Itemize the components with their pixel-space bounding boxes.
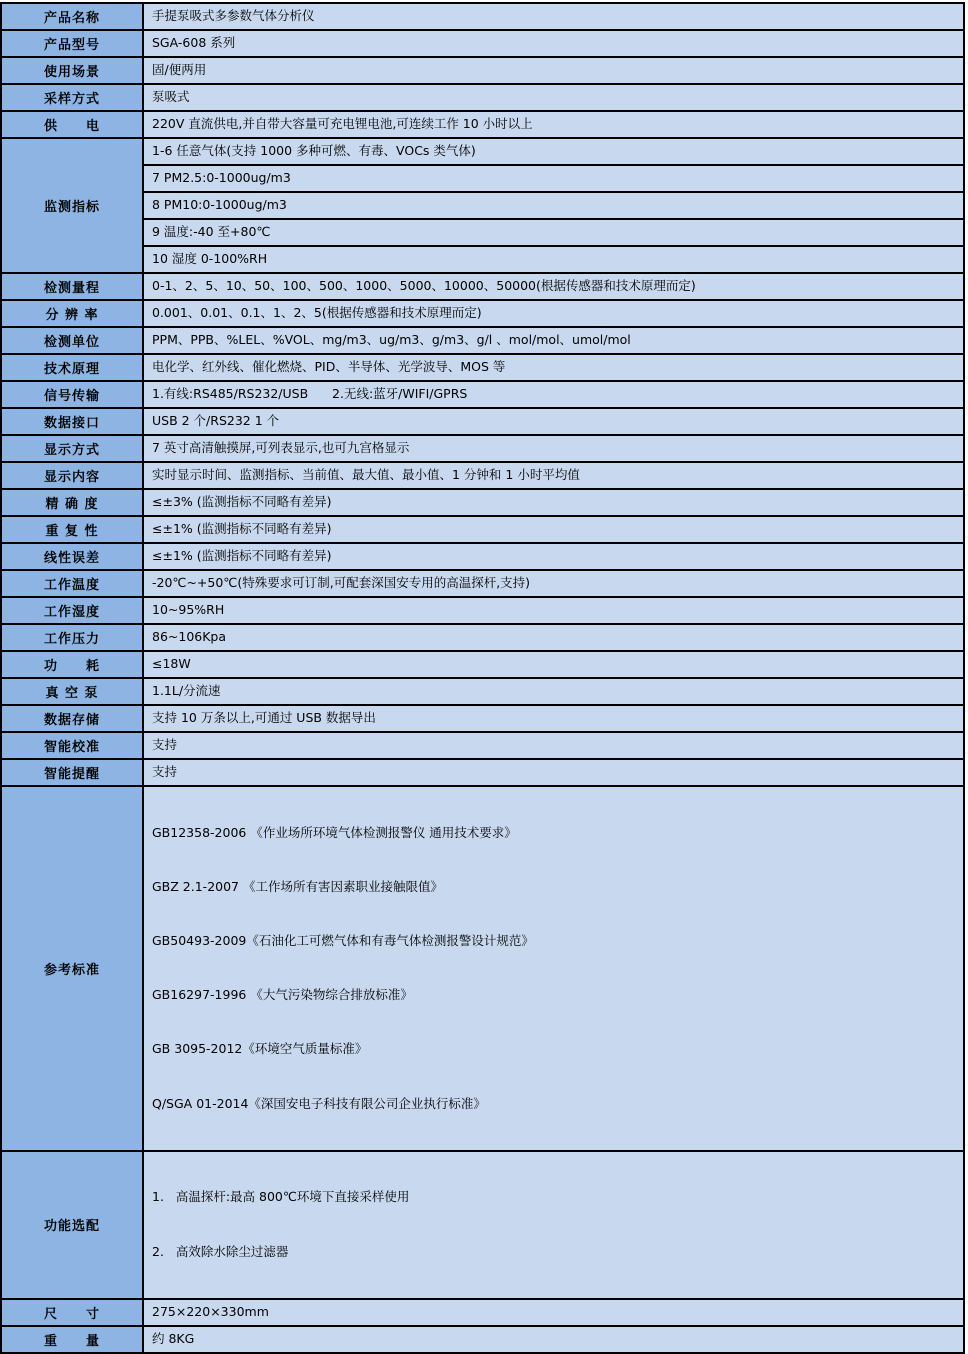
row-data-interface xyxy=(1,408,964,435)
row-label: 重 复 性 xyxy=(1,516,143,543)
row-label: 检测量程 xyxy=(1,273,143,300)
row-monitoring-indicators xyxy=(1,138,964,165)
standard-line: GB16297-1996 《大气污染物综合排放标准》 xyxy=(152,987,413,1003)
row-label: 显示内容 xyxy=(1,462,143,489)
row-label: 分 辨 率 xyxy=(1,300,143,327)
row-value: 约 8KG xyxy=(143,1326,964,1353)
standard-line: GB12358-2006 《作业场所环境气体检测报警仪 通用技术要求》 xyxy=(152,824,517,840)
standard-line: GBZ 2.1-2007 《工作场所有害因素职业接触限值》 xyxy=(152,878,443,894)
row-value: 0.001、0.01、0.1、1、2、5(根据传感器和技术原理而定) xyxy=(143,300,964,327)
option-line: 2. 高效除水除尘过滤器 xyxy=(152,1243,289,1259)
row-power-supply xyxy=(1,111,964,138)
row-monitoring-indicators xyxy=(1,246,964,273)
standard-line: Q/SGA 01-2014《深国安电子科技有限公司企业执行标准》 xyxy=(152,1095,486,1111)
row-resolution xyxy=(1,300,964,327)
row-smart-reminder xyxy=(1,759,964,786)
monitoring-sub-row: 7 PM2.5:0-1000ug/m3 xyxy=(143,165,964,192)
row-weight xyxy=(1,1326,964,1353)
row-label: 参考标准 xyxy=(1,786,143,1151)
row-label: 采样方式 xyxy=(1,84,143,111)
row-signal-transmission xyxy=(1,381,964,408)
row-label: 信号传输 xyxy=(1,381,143,408)
row-display-mode xyxy=(1,435,964,462)
row-label: 工作温度 xyxy=(1,570,143,597)
row-value: SGA-608 系列 xyxy=(143,30,964,57)
row-value: 86~106Kpa xyxy=(143,624,964,651)
monitoring-sub-row: 8 PM10:0-1000ug/m3 xyxy=(143,192,964,219)
row-label: 工作压力 xyxy=(1,624,143,651)
row-label: 功 耗 xyxy=(1,651,143,678)
row-label: 供 电 xyxy=(1,111,143,138)
row-vacuum-pump xyxy=(1,678,964,705)
row-sampling-method xyxy=(1,84,964,111)
row-repeatability xyxy=(1,516,964,543)
row-value: ≤±1% (监测指标不同略有差异) xyxy=(143,543,964,570)
row-label: 精 确 度 xyxy=(1,489,143,516)
row-label: 数据接口 xyxy=(1,408,143,435)
row-label: 尺 寸 xyxy=(1,1299,143,1326)
row-optional-features xyxy=(1,1151,964,1299)
row-value xyxy=(143,1151,964,1299)
row-label: 重 量 xyxy=(1,1326,143,1353)
row-value: ≤±3% (监测指标不同略有差异) xyxy=(143,489,964,516)
row-label: 显示方式 xyxy=(1,435,143,462)
standard-line: GB50493-2009《石油化工可燃气体和有毒气体检测报警设计规范》 xyxy=(152,933,534,949)
product-spec-page xyxy=(0,2,968,1349)
row-working-temperature xyxy=(1,570,964,597)
row-display-content xyxy=(1,462,964,489)
spec-table xyxy=(0,2,965,1354)
row-technical-principle xyxy=(1,354,964,381)
row-smart-calibration xyxy=(1,732,964,759)
row-working-pressure xyxy=(1,624,964,651)
row-value: 固/便两用 xyxy=(143,57,964,84)
row-label: 数据存储 xyxy=(1,705,143,732)
row-value: PPM、PPB、%LEL、%VOL、mg/m3、ug/m3、g/m3、g/l 、mol/mol、umol/mol xyxy=(143,327,964,354)
row-detection-unit xyxy=(1,327,964,354)
row-value: 支持 xyxy=(143,759,964,786)
row-label: 检测单位 xyxy=(1,327,143,354)
row-value: USB 2 个/RS232 1 个 xyxy=(143,408,964,435)
row-label: 功能选配 xyxy=(1,1151,143,1299)
row-working-humidity xyxy=(1,597,964,624)
row-label: 产品名称 xyxy=(1,3,143,30)
row-product-model xyxy=(1,30,964,57)
monitoring-sub-row: 9 温度:-40 至+80℃ xyxy=(143,219,964,246)
row-label: 智能校准 xyxy=(1,732,143,759)
row-label: 真 空 泵 xyxy=(1,678,143,705)
row-value: 0-1、2、5、10、50、100、500、1000、5000、10000、50000(根据传感器和技术原理而定) xyxy=(143,273,964,300)
row-value: ≤±1% (监测指标不同略有差异) xyxy=(143,516,964,543)
standard-line: GB 3095-2012《环境空气质量标准》 xyxy=(152,1041,368,1057)
row-usage-scenario xyxy=(1,57,964,84)
row-linearity-error xyxy=(1,543,964,570)
row-value: ≤18W xyxy=(143,651,964,678)
row-value: 手提泵吸式多参数气体分析仪 xyxy=(143,3,964,30)
row-monitoring-indicators xyxy=(1,192,964,219)
row-value: 支持 10 万条以上,可通过 USB 数据导出 xyxy=(143,705,964,732)
row-power-consumption xyxy=(1,651,964,678)
row-value: 7 英寸高清触摸屏,可列表显示,也可九宫格显示 xyxy=(143,435,964,462)
monitoring-sub-row: 1-6 任意气体(支持 1000 多种可燃、有毒、VOCs 类气体) xyxy=(143,138,964,165)
row-monitoring-indicators xyxy=(1,219,964,246)
row-value: 实时显示时间、监测指标、当前值、最大值、最小值、1 分钟和 1 小时平均值 xyxy=(143,462,964,489)
row-value: 支持 xyxy=(143,732,964,759)
row-reference-standards xyxy=(1,786,964,1151)
row-label: 智能提醒 xyxy=(1,759,143,786)
row-value xyxy=(143,786,964,1151)
row-label: 监测指标 xyxy=(1,138,143,273)
row-value: 1.有线:RS485/RS232/USB 2.无线:蓝牙/WIFI/GPRS xyxy=(143,381,964,408)
row-label: 使用场景 xyxy=(1,57,143,84)
monitoring-sub-row: 10 湿度 0-100%RH xyxy=(143,246,964,273)
row-detection-range xyxy=(1,273,964,300)
row-value: -20℃~+50℃(特殊要求可订制,可配套深国安专用的高温探杆,支持) xyxy=(143,570,964,597)
row-label: 技术原理 xyxy=(1,354,143,381)
row-data-storage xyxy=(1,705,964,732)
option-line: 1. 高温探杆:最高 800℃环境下直接采样使用 xyxy=(152,1189,410,1205)
row-product-name xyxy=(1,3,964,30)
row-accuracy xyxy=(1,489,964,516)
row-label: 线性误差 xyxy=(1,543,143,570)
row-label: 产品型号 xyxy=(1,30,143,57)
row-value: 1.1L/分流速 xyxy=(143,678,964,705)
row-value: 电化学、红外线、催化燃烧、PID、半导体、光学波导、MOS 等 xyxy=(143,354,964,381)
row-dimensions xyxy=(1,1299,964,1326)
row-value: 220V 直流供电,并自带大容量可充电锂电池,可连续工作 10 小时以上 xyxy=(143,111,964,138)
row-value: 10~95%RH xyxy=(143,597,964,624)
row-label: 工作湿度 xyxy=(1,597,143,624)
row-monitoring-indicators xyxy=(1,165,964,192)
row-value: 泵吸式 xyxy=(143,84,964,111)
row-value: 275×220×330mm xyxy=(143,1299,964,1326)
